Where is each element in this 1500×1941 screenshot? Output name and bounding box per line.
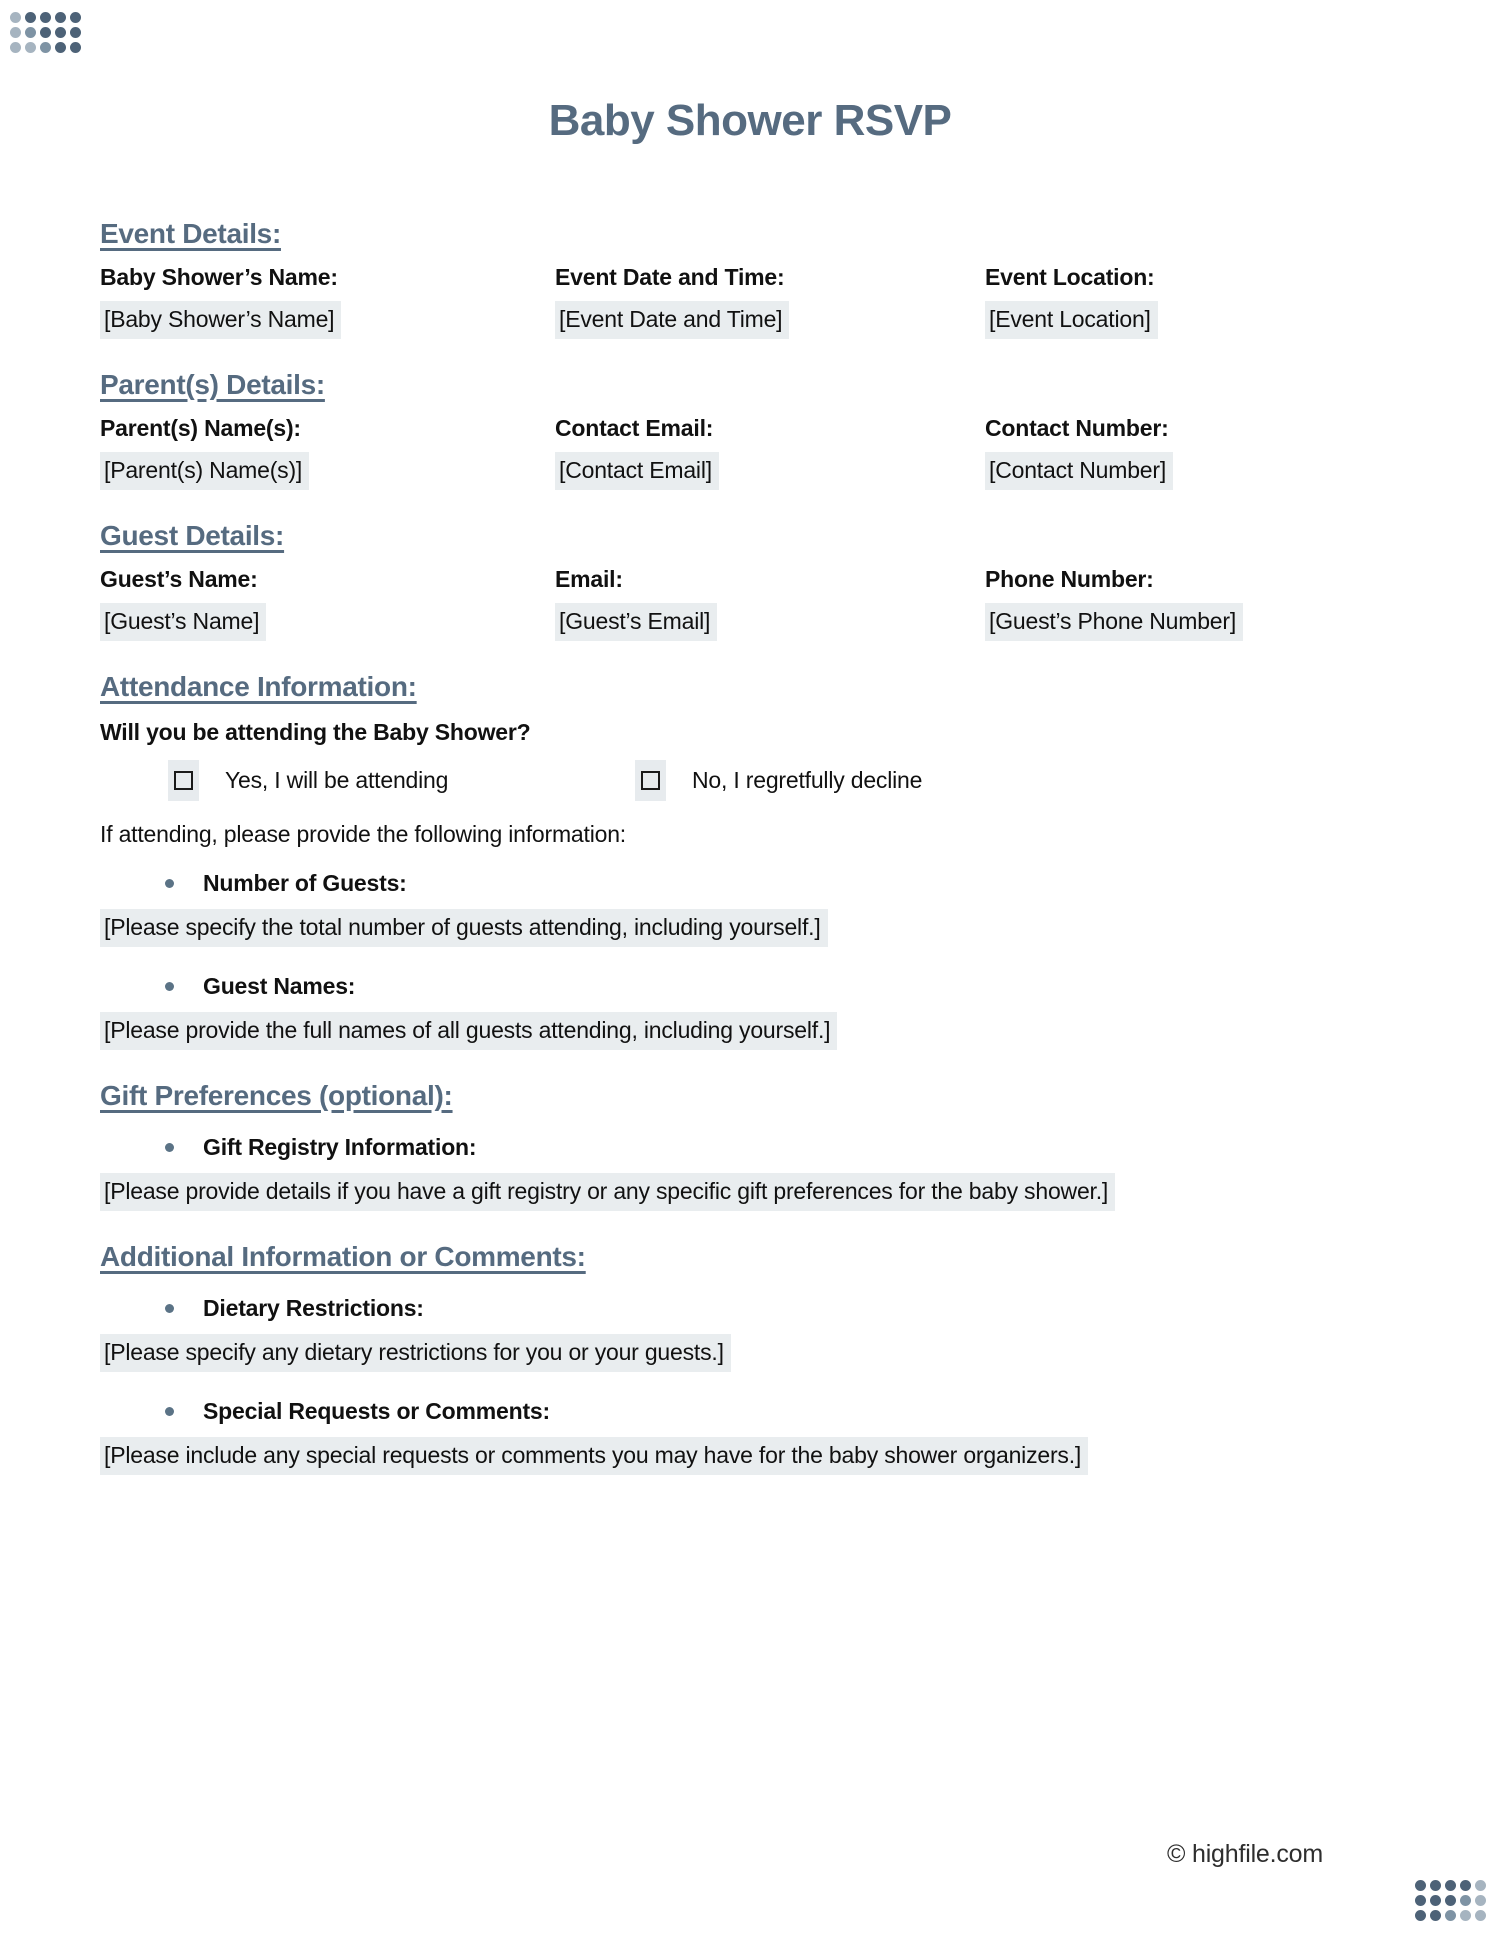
parents-values-row (100, 452, 1410, 490)
label-contact-number: Contact Number: (985, 415, 1169, 441)
placeholder-event-date-time[interactable]: [Event Date and Time] (555, 301, 789, 339)
dot (40, 12, 51, 23)
if-attending-note: If attending, please provide the following information: (100, 821, 626, 847)
decorative-dot-grid-top-left (10, 12, 81, 57)
dot (1430, 1895, 1441, 1906)
label-baby-showers-name: Baby Shower’s Name: (100, 264, 338, 290)
placeholder-contact-email[interactable]: [Contact Email] (555, 452, 719, 490)
event-labels-row (100, 264, 1410, 291)
dot (1445, 1910, 1456, 1921)
section-heading-additional-info: Additional Information or Comments: (100, 1241, 586, 1272)
checkbox-no[interactable] (641, 771, 660, 790)
label-contact-email: Contact Email: (555, 415, 714, 441)
dot (1415, 1880, 1426, 1891)
gift-registry-line (100, 1173, 1410, 1211)
placeholder-guests-name[interactable]: [Guest’s Name] (100, 603, 266, 641)
dot (55, 27, 66, 38)
checkbox-yes[interactable] (174, 771, 193, 790)
bullet-icon (165, 982, 174, 991)
dot (1430, 1910, 1441, 1921)
page-title: Baby Shower RSVP (548, 96, 952, 145)
guest-labels-row (100, 566, 1410, 593)
label-event-location: Event Location: (985, 264, 1155, 290)
dot (1445, 1880, 1456, 1891)
dot (1460, 1895, 1471, 1906)
label-guest-names: Guest Names: (203, 973, 356, 999)
option-no-label: No, I regretfully decline (692, 767, 923, 793)
label-guest-email: Email: (555, 566, 623, 592)
bullet-icon (165, 1143, 174, 1152)
placeholder-number-of-guests[interactable]: [Please specify the total number of guests attending, including yourself.] (100, 909, 828, 947)
dot (10, 42, 21, 53)
placeholder-guest-email[interactable]: [Guest’s Email] (555, 603, 717, 641)
bullet-number-of-guests (100, 870, 1410, 897)
section-heading-gift-preferences: Gift Preferences (optional): (100, 1080, 453, 1111)
placeholder-special-requests[interactable]: [Please include any special requests or comments you may have for the baby shower organizers.] (100, 1437, 1088, 1475)
dot (25, 42, 36, 53)
bullet-icon (165, 1407, 174, 1416)
dot (25, 27, 36, 38)
label-dietary-restrictions: Dietary Restrictions: (203, 1295, 424, 1321)
bullet-gift-registry (100, 1134, 1410, 1161)
decorative-dot-grid-bottom-right (1415, 1880, 1486, 1925)
attendance-question: Will you be attending the Baby Shower? (100, 719, 531, 745)
dot (25, 12, 36, 23)
label-parents-names: Parent(s) Name(s): (100, 415, 301, 441)
label-special-requests: Special Requests or Comments: (203, 1398, 550, 1424)
label-event-date-time: Event Date and Time: (555, 264, 785, 290)
special-requests-line (100, 1437, 1410, 1475)
placeholder-contact-number[interactable]: [Contact Number] (985, 452, 1173, 490)
label-guest-phone: Phone Number: (985, 566, 1154, 592)
document-content (100, 218, 1410, 1475)
placeholder-event-location[interactable]: [Event Location] (985, 301, 1158, 339)
dot (1460, 1910, 1471, 1921)
section-heading-guest-details: Guest Details: (100, 520, 285, 551)
checkbox-no-shading (635, 760, 666, 801)
section-heading-attendance: Attendance Information: (100, 671, 417, 702)
placeholder-dietary-restrictions[interactable]: [Please specify any dietary restrictions for you or your guests.] (100, 1334, 731, 1372)
dot (1445, 1895, 1456, 1906)
guest-names-line (100, 1012, 1410, 1050)
dot (1460, 1880, 1471, 1891)
number-of-guests-line (100, 909, 1410, 947)
copyright-footer: © highfile.com (1167, 1840, 1323, 1868)
dot (40, 42, 51, 53)
section-heading-parents-details: Parent(s) Details: (100, 369, 325, 400)
dot (70, 42, 81, 53)
dot (70, 12, 81, 23)
placeholder-baby-showers-name[interactable]: [Baby Shower’s Name] (100, 301, 341, 339)
dot (1475, 1895, 1486, 1906)
option-yes-label: Yes, I will be attending (225, 767, 449, 793)
dot (1475, 1880, 1486, 1891)
attendance-options-row (168, 760, 1410, 801)
dot (1415, 1910, 1426, 1921)
label-gift-registry: Gift Registry Information: (203, 1134, 477, 1160)
bullet-special-requests (100, 1398, 1410, 1425)
bullet-icon (165, 1304, 174, 1313)
dot (10, 27, 21, 38)
bullet-dietary-restrictions (100, 1295, 1410, 1322)
dot (55, 12, 66, 23)
placeholder-parents-names[interactable]: [Parent(s) Name(s)] (100, 452, 309, 490)
parents-labels-row (100, 415, 1410, 442)
bullet-icon (165, 879, 174, 888)
event-values-row (100, 301, 1410, 339)
dot (1415, 1895, 1426, 1906)
checkbox-yes-shading (168, 760, 199, 801)
placeholder-gift-registry[interactable]: [Please provide details if you have a gift registry or any specific gift preferences for the baby shower.] (100, 1173, 1115, 1211)
section-heading-event-details: Event Details: (100, 218, 281, 249)
dot (1475, 1910, 1486, 1921)
dot (40, 27, 51, 38)
dot (10, 12, 21, 23)
option-no (635, 760, 922, 801)
dot (70, 27, 81, 38)
dot (55, 42, 66, 53)
guest-values-row (100, 603, 1410, 641)
option-yes (168, 760, 635, 801)
placeholder-guest-phone[interactable]: [Guest’s Phone Number] (985, 603, 1243, 641)
bullet-guest-names (100, 973, 1410, 1000)
placeholder-guest-names[interactable]: [Please provide the full names of all guests attending, including yourself.] (100, 1012, 837, 1050)
dietary-restrictions-line (100, 1334, 1410, 1372)
label-guests-name: Guest’s Name: (100, 566, 258, 592)
dot (1430, 1880, 1441, 1891)
label-number-of-guests: Number of Guests: (203, 870, 407, 896)
